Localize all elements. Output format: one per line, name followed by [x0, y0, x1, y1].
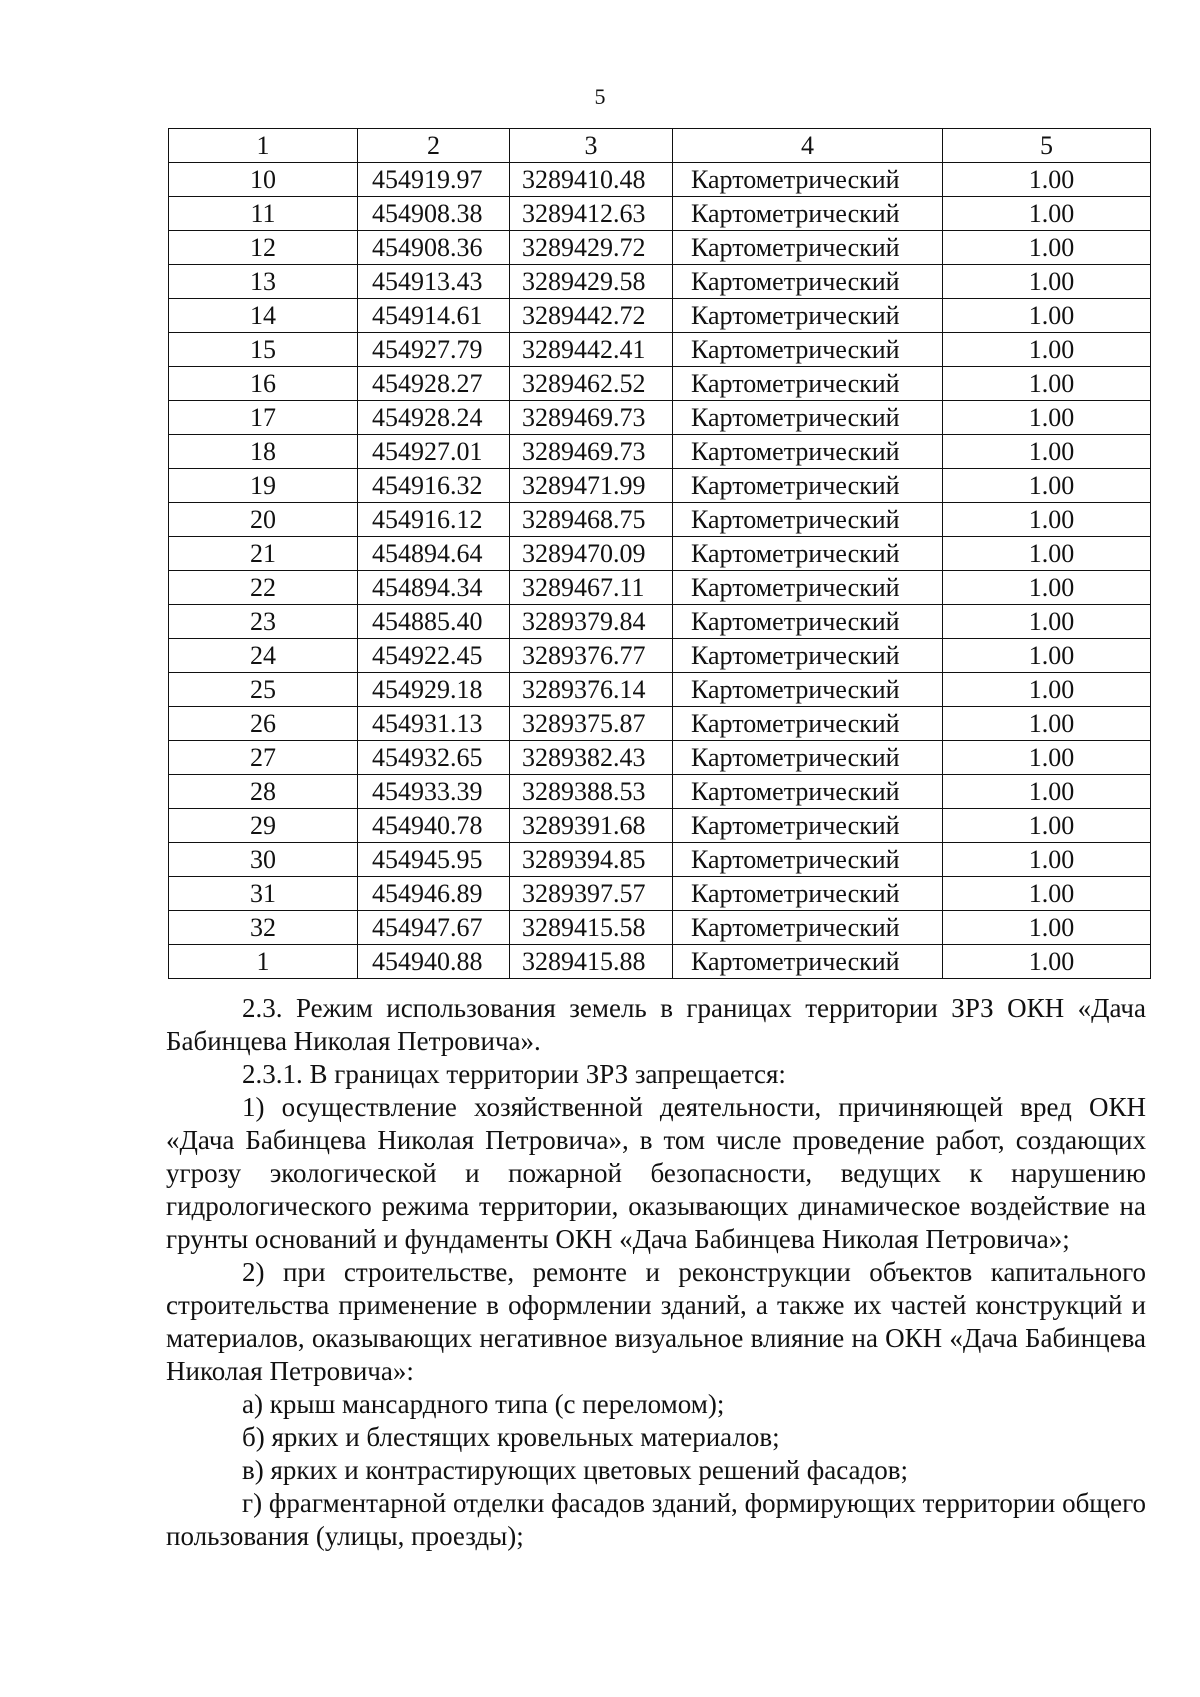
table-row — [169, 197, 1151, 231]
accuracy-cell: 1.00 — [943, 945, 1151, 979]
table-body — [169, 163, 1151, 979]
x-coordinate-cell: 454919.97 — [358, 163, 510, 197]
y-coordinate-cell: 3289375.87 — [510, 707, 673, 741]
x-coordinate-cell: 454894.64 — [358, 537, 510, 571]
paragraph-2-3-1: 2.3.1. В границах территории ЗРЗ запрещается: — [242, 1059, 786, 1089]
column-header-3: 3 — [510, 129, 673, 163]
x-coordinate-cell: 454947.67 — [358, 911, 510, 945]
x-coordinate-cell: 454929.18 — [358, 673, 510, 707]
accuracy-cell: 1.00 — [943, 605, 1151, 639]
x-coordinate-cell: 454932.65 — [358, 741, 510, 775]
method-cell: Картометрический — [673, 673, 943, 707]
table-row — [169, 843, 1151, 877]
point-number-cell: 31 — [169, 877, 358, 911]
point-number-cell: 30 — [169, 843, 358, 877]
accuracy-cell: 1.00 — [943, 911, 1151, 945]
method-cell: Картометрический — [673, 571, 943, 605]
page-number: 5 — [594, 84, 606, 109]
y-coordinate-cell: 3289382.43 — [510, 741, 673, 775]
method-cell: Картометрический — [673, 503, 943, 537]
body-text — [166, 992, 1146, 1553]
x-coordinate-cell: 454940.88 — [358, 945, 510, 979]
accuracy-cell: 1.00 — [943, 537, 1151, 571]
point-number-cell: 25 — [169, 673, 358, 707]
x-coordinate-cell: 454940.78 — [358, 809, 510, 843]
accuracy-cell: 1.00 — [943, 503, 1151, 537]
point-number-cell: 22 — [169, 571, 358, 605]
point-number-cell: 1 — [169, 945, 358, 979]
point-number-cell: 10 — [169, 163, 358, 197]
method-cell: Картометрический — [673, 741, 943, 775]
method-cell: Картометрический — [673, 877, 943, 911]
accuracy-cell: 1.00 — [943, 469, 1151, 503]
accuracy-cell: 1.00 — [943, 707, 1151, 741]
point-number-cell: 20 — [169, 503, 358, 537]
x-coordinate-cell: 454894.34 — [358, 571, 510, 605]
y-coordinate-cell: 3289462.52 — [510, 367, 673, 401]
x-coordinate-cell: 454885.40 — [358, 605, 510, 639]
y-coordinate-cell: 3289376.14 — [510, 673, 673, 707]
method-cell: Картометрический — [673, 469, 943, 503]
point-number-cell: 11 — [169, 197, 358, 231]
y-coordinate-cell: 3289415.88 — [510, 945, 673, 979]
method-cell: Картометрический — [673, 945, 943, 979]
table-row — [169, 231, 1151, 265]
point-number-cell: 15 — [169, 333, 358, 367]
method-cell: Картометрический — [673, 605, 943, 639]
x-coordinate-cell: 454927.79 — [358, 333, 510, 367]
table-row — [169, 877, 1151, 911]
point-number-cell: 28 — [169, 775, 358, 809]
method-cell: Картометрический — [673, 299, 943, 333]
point-number-cell: 14 — [169, 299, 358, 333]
accuracy-cell: 1.00 — [943, 435, 1151, 469]
paragraph-2-3: 2.3. Режим использования земель в границах территории ЗРЗ ОКН «Дача Бабинцева Николая Петровича». — [166, 993, 1146, 1056]
method-cell: Картометрический — [673, 639, 943, 673]
accuracy-cell: 1.00 — [943, 265, 1151, 299]
y-coordinate-cell: 3289442.72 — [510, 299, 673, 333]
x-coordinate-cell: 454914.61 — [358, 299, 510, 333]
y-coordinate-cell: 3289468.75 — [510, 503, 673, 537]
table-row — [169, 299, 1151, 333]
point-number-cell: 12 — [169, 231, 358, 265]
accuracy-cell: 1.00 — [943, 367, 1151, 401]
x-coordinate-cell: 454928.24 — [358, 401, 510, 435]
table-row — [169, 537, 1151, 571]
column-header-5: 5 — [943, 129, 1151, 163]
table-row — [169, 163, 1151, 197]
accuracy-cell: 1.00 — [943, 571, 1151, 605]
accuracy-cell: 1.00 — [943, 299, 1151, 333]
table-row — [169, 265, 1151, 299]
method-cell: Картометрический — [673, 367, 943, 401]
accuracy-cell: 1.00 — [943, 877, 1151, 911]
point-number-cell: 24 — [169, 639, 358, 673]
point-number-cell: 21 — [169, 537, 358, 571]
y-coordinate-cell: 3289379.84 — [510, 605, 673, 639]
x-coordinate-cell: 454946.89 — [358, 877, 510, 911]
x-coordinate-cell: 454916.32 — [358, 469, 510, 503]
table-row — [169, 775, 1151, 809]
accuracy-cell: 1.00 — [943, 163, 1151, 197]
method-cell: Картометрический — [673, 707, 943, 741]
table-row — [169, 605, 1151, 639]
method-cell: Картометрический — [673, 333, 943, 367]
table-row — [169, 673, 1151, 707]
accuracy-cell: 1.00 — [943, 809, 1151, 843]
y-coordinate-cell: 3289467.11 — [510, 571, 673, 605]
x-coordinate-cell: 454945.95 — [358, 843, 510, 877]
point-number-cell: 19 — [169, 469, 358, 503]
y-coordinate-cell: 3289415.58 — [510, 911, 673, 945]
x-coordinate-cell: 454916.12 — [358, 503, 510, 537]
method-cell: Картометрический — [673, 911, 943, 945]
column-header-4: 4 — [673, 129, 943, 163]
point-number-cell: 17 — [169, 401, 358, 435]
table-row — [169, 911, 1151, 945]
method-cell: Картометрический — [673, 843, 943, 877]
method-cell: Картометрический — [673, 163, 943, 197]
table-row — [169, 401, 1151, 435]
y-coordinate-cell: 3289412.63 — [510, 197, 673, 231]
y-coordinate-cell: 3289429.58 — [510, 265, 673, 299]
y-coordinate-cell: 3289429.72 — [510, 231, 673, 265]
method-cell: Картометрический — [673, 265, 943, 299]
table-row — [169, 707, 1151, 741]
point-number-cell: 32 — [169, 911, 358, 945]
accuracy-cell: 1.00 — [943, 775, 1151, 809]
table-row — [169, 639, 1151, 673]
sub-item-v: в) ярких и контрастирующих цветовых решений фасадов; — [242, 1455, 908, 1485]
accuracy-cell: 1.00 — [943, 231, 1151, 265]
x-coordinate-cell: 454933.39 — [358, 775, 510, 809]
table-row — [169, 571, 1151, 605]
method-cell: Картометрический — [673, 197, 943, 231]
sub-item-b: б) ярких и блестящих кровельных материалов; — [242, 1422, 780, 1452]
sub-item-g: г) фрагментарной отделки фасадов зданий, формирующих территории общего пользования (улицы, проезды); — [166, 1488, 1146, 1551]
x-coordinate-cell: 454908.36 — [358, 231, 510, 265]
point-number-cell: 29 — [169, 809, 358, 843]
y-coordinate-cell: 3289442.41 — [510, 333, 673, 367]
column-header-1: 1 — [169, 129, 358, 163]
y-coordinate-cell: 3289471.99 — [510, 469, 673, 503]
x-coordinate-cell: 454908.38 — [358, 197, 510, 231]
x-coordinate-cell: 454928.27 — [358, 367, 510, 401]
point-number-cell: 13 — [169, 265, 358, 299]
accuracy-cell: 1.00 — [943, 333, 1151, 367]
list-item-2: 2) при строительстве, ремонте и реконструкции объектов капитального строительства применение в оформлении зданий, а также их частей конструкций и материалов, оказывающих негативное визуальное влияние на ОКН «Дача Бабинцева Николая Петровича»: — [166, 1257, 1146, 1386]
x-coordinate-cell: 454922.45 — [358, 639, 510, 673]
list-item-1: 1) осуществление хозяйственной деятельности, причиняющей вред ОКН «Дача Бабинцева Николая Петровича», в том числе проведение работ, создающих угрозу экологической и пожарной безопасности, ведущих к нарушению гидрологического режима территории, оказывающих динамическое воздействие на грунты оснований и фундаменты ОКН «Дача Бабинцева Николая Петровича»; — [166, 1092, 1146, 1254]
x-coordinate-cell: 454931.13 — [358, 707, 510, 741]
table-header-row — [169, 129, 1151, 163]
table-row — [169, 469, 1151, 503]
point-number-cell: 23 — [169, 605, 358, 639]
y-coordinate-cell: 3289410.48 — [510, 163, 673, 197]
point-number-cell: 16 — [169, 367, 358, 401]
y-coordinate-cell: 3289397.57 — [510, 877, 673, 911]
table-row — [169, 809, 1151, 843]
method-cell: Картометрический — [673, 809, 943, 843]
table-row — [169, 333, 1151, 367]
x-coordinate-cell: 454913.43 — [358, 265, 510, 299]
table-row — [169, 503, 1151, 537]
table-row — [169, 367, 1151, 401]
sub-item-a: а) крыш мансардного типа (с переломом); — [242, 1389, 725, 1419]
point-number-cell: 26 — [169, 707, 358, 741]
table-row — [169, 945, 1151, 979]
y-coordinate-cell: 3289470.09 — [510, 537, 673, 571]
accuracy-cell: 1.00 — [943, 197, 1151, 231]
accuracy-cell: 1.00 — [943, 741, 1151, 775]
method-cell: Картометрический — [673, 775, 943, 809]
accuracy-cell: 1.00 — [943, 843, 1151, 877]
coordinates-table — [168, 128, 1151, 979]
y-coordinate-cell: 3289391.68 — [510, 809, 673, 843]
table-row — [169, 435, 1151, 469]
point-number-cell: 18 — [169, 435, 358, 469]
x-coordinate-cell: 454927.01 — [358, 435, 510, 469]
column-header-2: 2 — [358, 129, 510, 163]
method-cell: Картометрический — [673, 231, 943, 265]
point-number-cell: 27 — [169, 741, 358, 775]
y-coordinate-cell: 3289469.73 — [510, 435, 673, 469]
y-coordinate-cell: 3289376.77 — [510, 639, 673, 673]
y-coordinate-cell: 3289469.73 — [510, 401, 673, 435]
y-coordinate-cell: 3289394.85 — [510, 843, 673, 877]
table-row — [169, 741, 1151, 775]
accuracy-cell: 1.00 — [943, 673, 1151, 707]
method-cell: Картометрический — [673, 435, 943, 469]
method-cell: Картометрический — [673, 401, 943, 435]
y-coordinate-cell: 3289388.53 — [510, 775, 673, 809]
method-cell: Картометрический — [673, 537, 943, 571]
accuracy-cell: 1.00 — [943, 401, 1151, 435]
accuracy-cell: 1.00 — [943, 639, 1151, 673]
